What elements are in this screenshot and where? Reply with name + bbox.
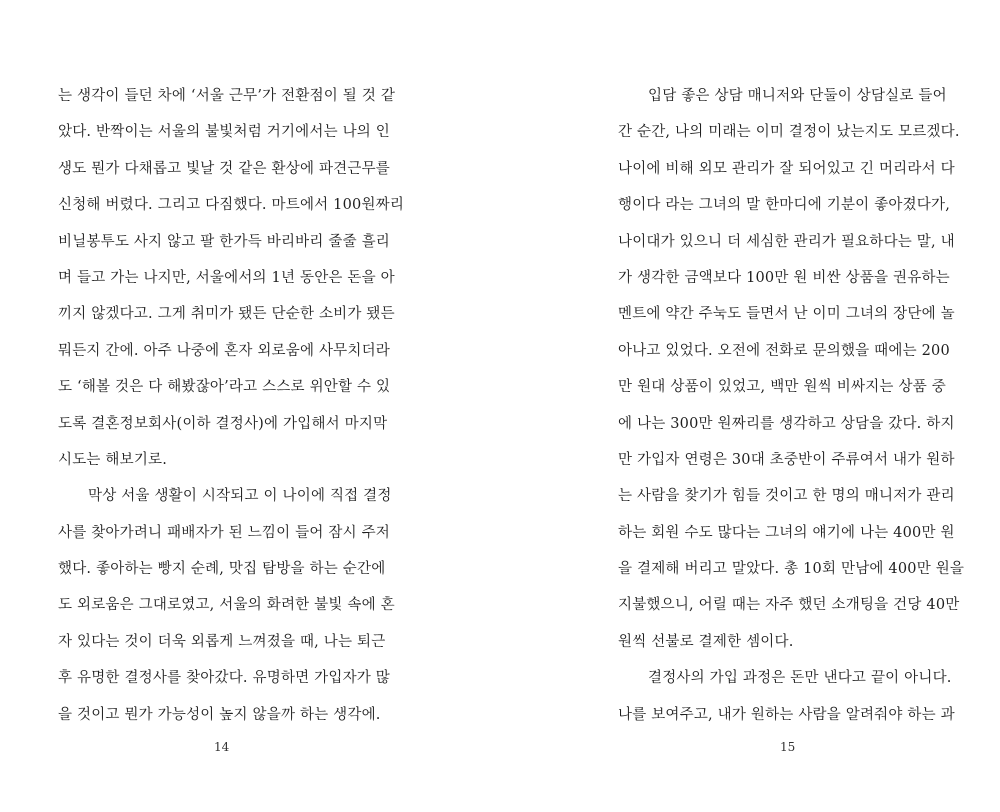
text-line: 에 나는 300만 원짜리를 생각하고 상담을 갔다. 하지 xyxy=(618,415,955,432)
text-line: 막상 서울 생활이 시작되고 이 나이에 직접 결정 xyxy=(88,488,392,505)
text-line: 며 들고 가는 나지만, 서울에서의 1년 동안은 돈을 아 xyxy=(58,269,395,286)
page-number-right: 15 xyxy=(780,740,796,754)
text-line: 간 순간, 나의 미래는 이미 결정이 났는지도 모르겠다. xyxy=(618,124,960,141)
text-line: 아나고 있었다. 오전에 전화로 문의했을 때에는 200 xyxy=(618,342,950,359)
text-line: 자 있다는 것이 더욱 외롭게 느껴졌을 때, 나는 퇴근 xyxy=(58,633,386,650)
text-line: 나이에 비해 외모 관리가 잘 되어있고 긴 머리라서 다 xyxy=(618,160,955,177)
text-line: 하는 회원 수도 많다는 그녀의 얘기에 나는 400만 원 xyxy=(618,524,955,541)
left-page-body xyxy=(58,78,405,733)
text-line: 았다. 반짝이는 서울의 불빛처럼 거기에서는 나의 인 xyxy=(58,124,391,141)
right-page xyxy=(500,0,1000,812)
text-line: 도록 결혼정보회사(이하 결정사)에 가입해서 마지막 xyxy=(58,415,388,432)
text-line: 사를 찾아가려니 패배자가 된 느낌이 들어 잠시 주저 xyxy=(58,524,391,541)
text-line: 생도 뭔가 다채롭고 빛날 것 같은 환상에 파견근무를 xyxy=(58,160,391,177)
text-line: 뭐든지 간에. 아주 나중에 혼자 외로움에 사무치더라 xyxy=(58,342,391,359)
text-line: 원씩 선불로 결제한 셈이다. xyxy=(618,633,794,650)
text-line: 멘트에 약간 주눅도 들면서 난 이미 그녀의 장단에 놀 xyxy=(618,306,955,323)
text-line: 만 원대 상품이 있었고, 백만 원씩 비싸지는 상품 중 xyxy=(618,379,946,396)
text-line: 도 외로움은 그대로였고, 서울의 화려한 불빛 속에 혼 xyxy=(58,597,395,614)
page-number-left: 14 xyxy=(214,740,230,754)
text-line: 행이다 라는 그녀의 말 한마디에 기분이 좋아졌다가, xyxy=(618,197,951,214)
text-line: 했다. 좋아하는 빵지 순례, 맛집 탐방을 하는 순간에 xyxy=(58,561,386,578)
text-line: 비닐봉투도 사지 않고 팔 한가득 바리바리 줄줄 흘리 xyxy=(58,233,391,250)
text-line: 을 결제해 버리고 말았다. 총 10회 만남에 400만 원을 xyxy=(618,561,965,578)
text-line: 가 생각한 금액보다 100만 원 비싼 상품을 권유하는 xyxy=(618,269,950,286)
text-line: 시도는 해보기로. xyxy=(58,451,168,468)
text-line: 나이대가 있으니 더 세심한 관리가 필요하다는 말, 내 xyxy=(618,233,955,250)
text-line: 만 가입자 연령은 30대 초중반이 주류여서 내가 원하 xyxy=(618,451,955,468)
text-line: 는 생각이 들던 차에 ‘서울 근무’가 전환점이 될 것 같 xyxy=(58,88,396,104)
text-line: 도 ‘해볼 것은 다 해봤잖아’라고 스스로 위안할 수 있 xyxy=(58,379,391,396)
text-line: 끼지 않겠다고. 그게 취미가 됐든 단순한 소비가 됐든 xyxy=(58,306,395,323)
text-line: 후 유명한 결정사를 찾아갔다. 유명하면 가입자가 많 xyxy=(58,670,391,687)
text-line: 나를 보여주고, 내가 원하는 사람을 알려줘야 하는 과 xyxy=(618,706,955,723)
text-line: 입담 좋은 상담 매니저와 단둘이 상담실로 들어 xyxy=(648,88,947,104)
text-line: 신청해 버렸다. 그리고 다짐했다. 마트에서 100원짜리 xyxy=(58,197,405,214)
text-line: 을 것이고 뭔가 가능성이 높지 않을까 하는 생각에. xyxy=(58,706,381,723)
text-line: 지불했으니, 어릴 때는 자주 했던 소개팅을 건당 40만 xyxy=(618,597,960,614)
text-line: 는 사람을 찾기가 힘들 것이고 한 명의 매니저가 관리 xyxy=(618,488,955,505)
text-line: 결정사의 가입 과정은 돈만 낸다고 끝이 아니다. xyxy=(648,670,952,687)
right-page-body xyxy=(618,78,965,733)
